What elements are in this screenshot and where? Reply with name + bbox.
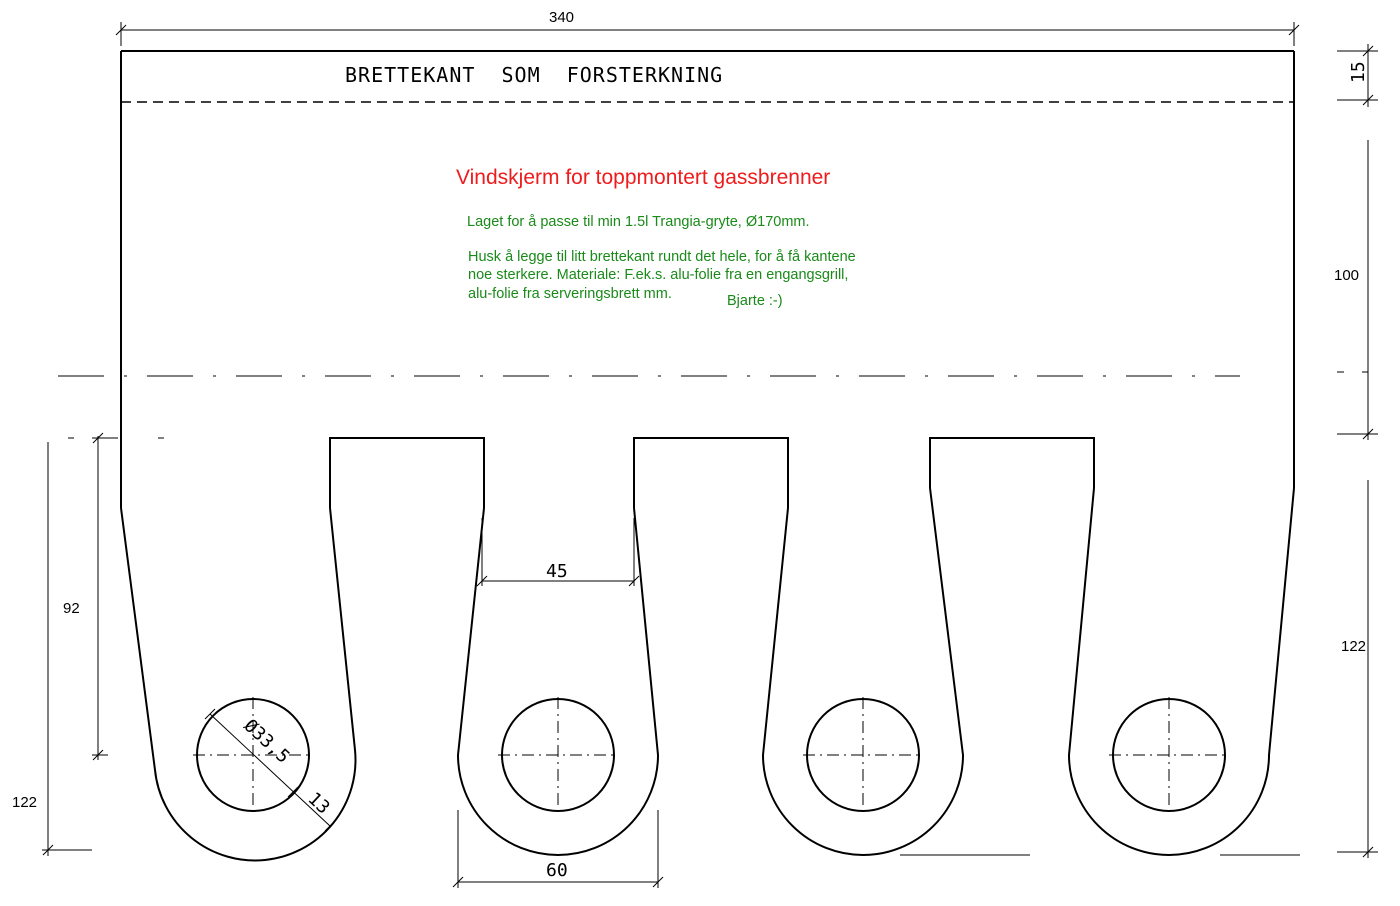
dim-width-total — [116, 9, 1299, 46]
dim-hole-edge-label: 13 — [303, 788, 334, 819]
note-line-1: Laget for å passe til min 1.5l Trangia-gryte, Ø170mm. — [467, 214, 810, 230]
dim-width-total-label: 340 — [549, 9, 575, 26]
dim-tab-height-right — [1337, 480, 1378, 858]
tab-3 — [763, 488, 963, 855]
dim-tab-height-left — [12, 438, 92, 856]
note-para-line-2: noe sterkere. Materiale: F.ek.s. alu-folie fra en engangsgrill, — [468, 267, 849, 283]
dim-upper-height — [1334, 140, 1378, 440]
dim-slot-depth — [63, 433, 164, 760]
dim-slot-width-label: 45 — [546, 561, 568, 582]
drawing-title: Vindskjerm for toppmontert gassbrenner — [456, 166, 831, 189]
dim-fold-strip — [1337, 44, 1378, 107]
note-para-line-1: Husk å legge til litt brettekant rundt det hele, for å få kantene — [468, 249, 856, 265]
dim-tab-width-label: 60 — [546, 860, 568, 881]
strip-label: BRETTEKANT SOM FORSTERKNING — [345, 63, 724, 87]
signature: Bjarte :-) — [727, 293, 783, 309]
tab-4 — [1069, 488, 1294, 855]
dim-slot-width — [477, 518, 639, 586]
dim-hole — [205, 709, 335, 831]
note-para-line-3: alu-folie fra serveringsbrett mm. — [468, 286, 672, 302]
dim-upper-height-label: 100 — [1334, 267, 1360, 284]
dim-hole-diameter-label: Ø33,5 — [239, 715, 294, 768]
dim-tab-height-right-label: 122 — [1341, 638, 1367, 655]
dim-slot-depth-label: 92 — [63, 600, 80, 617]
dim-tab-height-left-label: 122 — [12, 794, 38, 811]
dim-fold-strip-label: 15 — [1348, 61, 1369, 83]
